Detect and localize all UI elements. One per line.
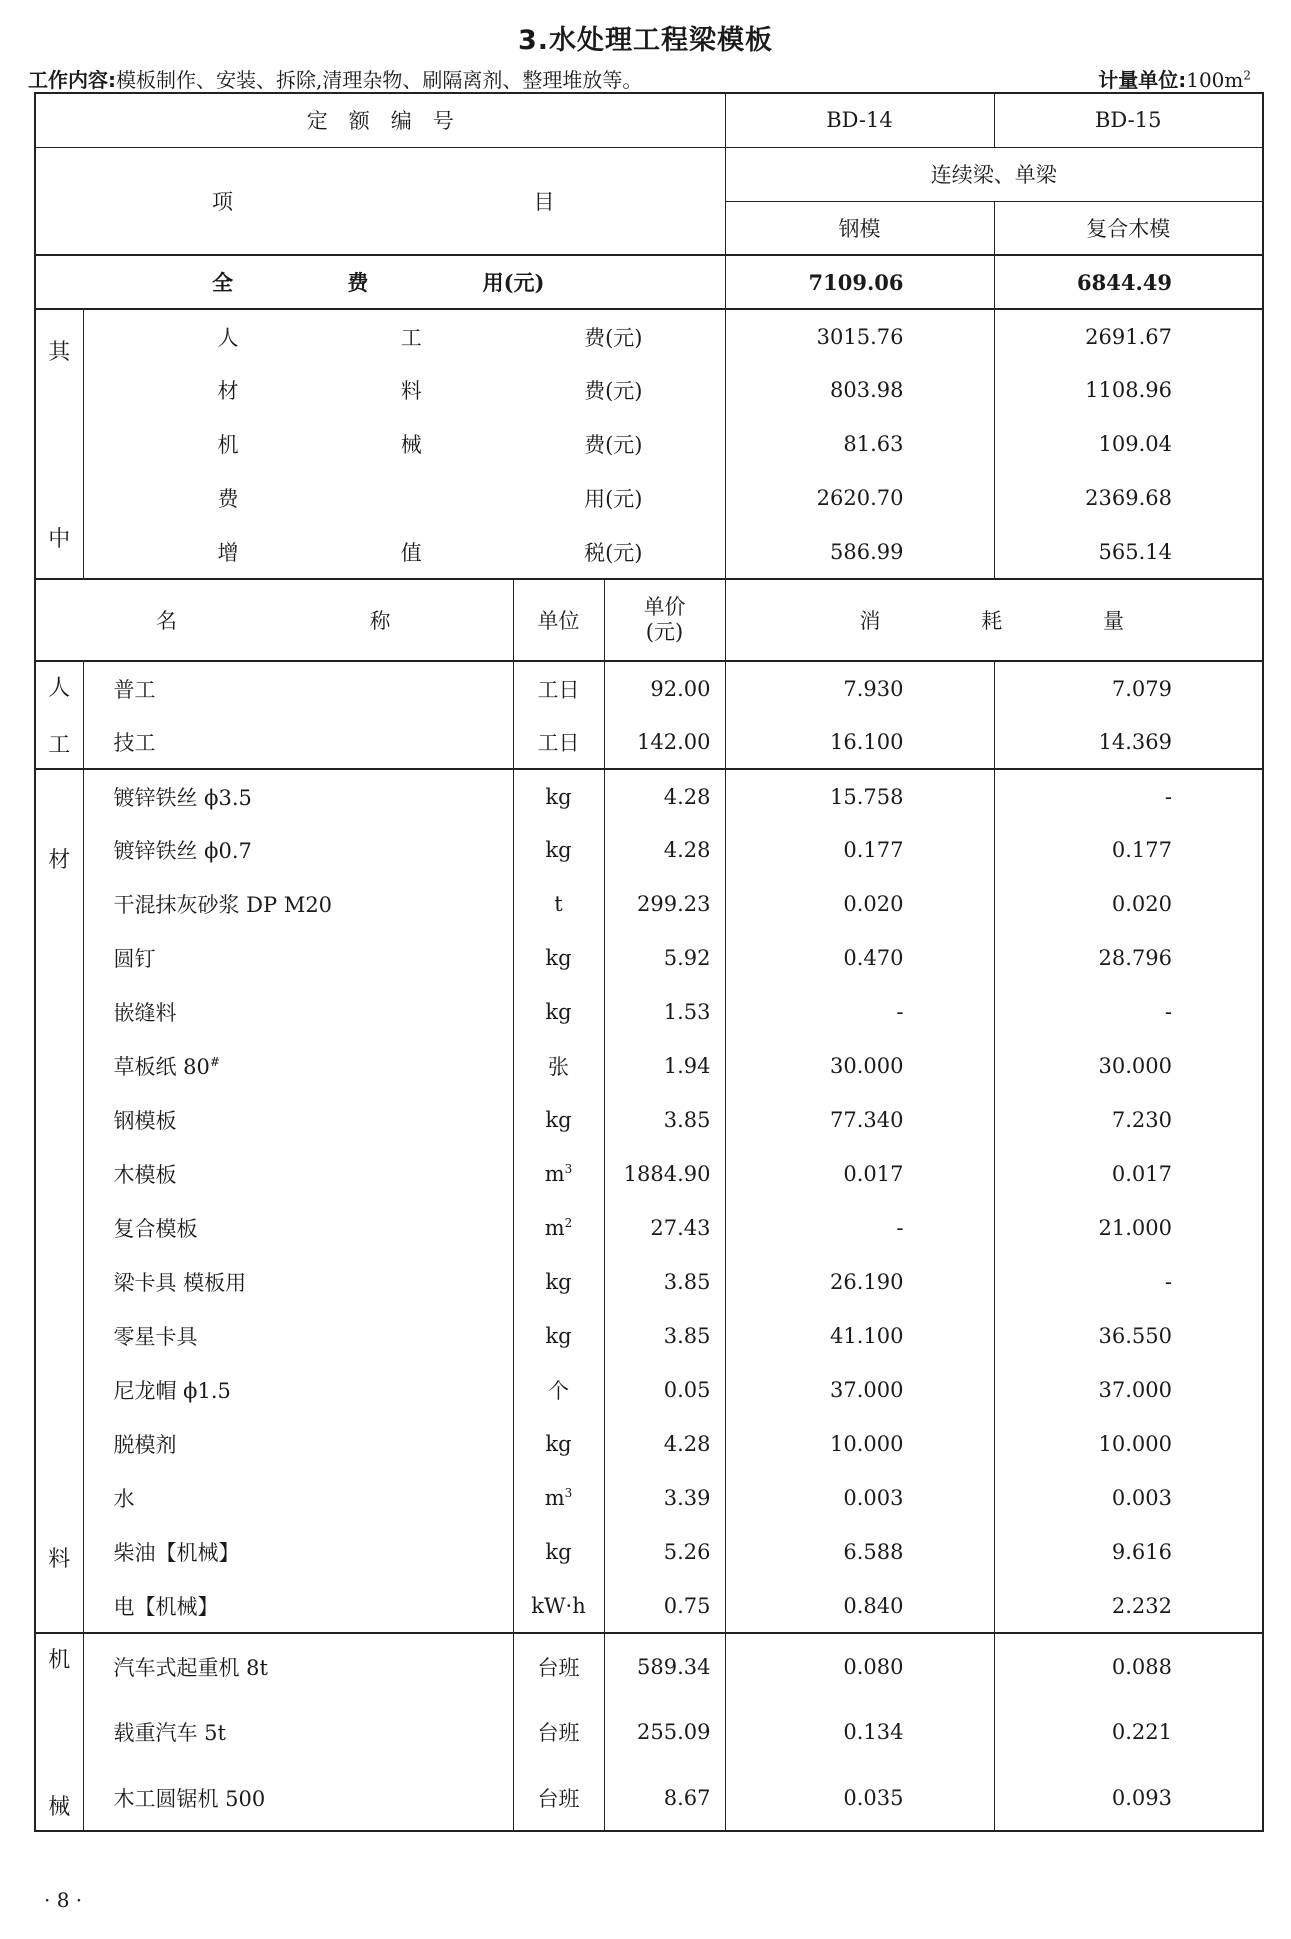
total-row xyxy=(35,255,1263,309)
material-item-name xyxy=(83,1579,513,1633)
material-item-value-2: 21.000 xyxy=(994,1201,1263,1255)
material-item-price: 4.28 xyxy=(604,1417,725,1471)
breakdown-side-label xyxy=(35,309,83,579)
work-content xyxy=(28,64,642,93)
labor-item-value-1: 16.100 xyxy=(725,715,994,769)
machine-item-value-2: 0.093 xyxy=(994,1765,1263,1831)
column-header-name xyxy=(35,579,513,661)
material-item-name xyxy=(83,1525,513,1579)
material-item-price: 3.85 xyxy=(604,1309,725,1363)
labor-item-value-2: 14.369 xyxy=(994,715,1263,769)
item-label-cell xyxy=(35,147,725,255)
material-item-price: 4.28 xyxy=(604,823,725,877)
material-item-unit-sup: 3 xyxy=(564,1486,573,1500)
material-item-name-text: 水 xyxy=(113,1487,135,1511)
breakdown-label xyxy=(83,417,725,471)
material-row xyxy=(35,1093,1263,1147)
breakdown-label-part: 税(元) xyxy=(584,540,643,565)
material-row xyxy=(35,1579,1263,1633)
material-item-unit xyxy=(513,1579,604,1633)
machine-item-unit-text: 台班 xyxy=(537,1655,580,1680)
material-item-unit-text: m xyxy=(544,1162,565,1186)
breakdown-row xyxy=(35,471,1263,525)
material-item-price: 1.94 xyxy=(604,1039,725,1093)
labor-item-unit xyxy=(513,715,604,769)
material-item-unit xyxy=(513,1255,604,1309)
labor-item-name xyxy=(83,715,513,769)
material-row xyxy=(35,877,1263,931)
material-side-label xyxy=(35,769,83,1633)
machine-item-name-text: 载重汽车 5t xyxy=(113,1721,226,1745)
material-row xyxy=(35,1201,1263,1255)
total-label-part-2: 费 xyxy=(347,270,369,295)
machine-item-unit-text: 台班 xyxy=(537,1786,580,1811)
breakdown-value-1: 803.98 xyxy=(725,363,994,417)
material-item-unit xyxy=(513,769,604,823)
material-item-name xyxy=(83,1255,513,1309)
material-row xyxy=(35,1255,1263,1309)
material-item-name-text: 草板纸 80 xyxy=(113,1055,210,1079)
machine-item-value-2: 0.088 xyxy=(994,1633,1263,1699)
breakdown-value-2: 565.14 xyxy=(994,525,1263,579)
material-item-name xyxy=(83,1417,513,1471)
breakdown-label xyxy=(83,471,725,525)
total-value-2: 6844.49 xyxy=(994,255,1263,309)
material-item-price: 1884.90 xyxy=(604,1147,725,1201)
material-item-unit xyxy=(513,877,604,931)
labor-row xyxy=(35,715,1263,769)
material-item-unit xyxy=(513,1309,604,1363)
material-item-value-1: 0.177 xyxy=(725,823,994,877)
machine-row xyxy=(35,1633,1263,1699)
material-item-unit xyxy=(513,931,604,985)
labor-item-unit xyxy=(513,661,604,715)
material-item-name xyxy=(83,931,513,985)
material-item-name xyxy=(83,1093,513,1147)
material-item-unit-sup: 3 xyxy=(564,1162,573,1176)
material-item-unit-text: m xyxy=(544,1216,565,1240)
quota-table xyxy=(34,92,1264,1832)
material-item-name-text: 钢模板 xyxy=(113,1109,177,1133)
material-item-value-2: 0.017 xyxy=(994,1147,1263,1201)
material-item-unit xyxy=(513,1471,604,1525)
machine-item-price: 8.67 xyxy=(604,1765,725,1831)
material-item-name-text: 木模板 xyxy=(113,1163,177,1187)
material-item-name-text: 梁卡具 模板用 xyxy=(113,1271,247,1295)
total-label xyxy=(35,255,725,309)
material-item-price: 3.39 xyxy=(604,1471,725,1525)
breakdown-row xyxy=(35,363,1263,417)
material-item-unit-text: t xyxy=(554,892,563,916)
labor-side-label-char: 工 xyxy=(48,733,71,758)
column-header-unit: 单位 xyxy=(513,579,604,661)
machine-side-label-char: 机 xyxy=(48,1648,71,1673)
material-item-value-2: 0.020 xyxy=(994,877,1263,931)
total-label-part-3: 用(元) xyxy=(482,270,545,295)
breakdown-value-2: 1108.96 xyxy=(994,363,1263,417)
column-header-price-line1: 单价 xyxy=(643,595,686,619)
material-item-name xyxy=(83,1471,513,1525)
item-group-row xyxy=(35,147,1263,201)
material-item-name xyxy=(83,985,513,1039)
column-header-name-right: 称 xyxy=(369,609,391,633)
breakdown-value-2: 2691.67 xyxy=(994,309,1263,363)
material-item-value-1: 0.017 xyxy=(725,1147,994,1201)
material-item-value-2: - xyxy=(994,985,1263,1039)
breakdown-label-part: 费(元) xyxy=(584,325,643,350)
material-item-unit-text: m xyxy=(544,1486,565,1510)
material-item-name xyxy=(83,1363,513,1417)
breakdown-label-part: 值 xyxy=(400,540,422,565)
material-item-value-2: 36.550 xyxy=(994,1309,1263,1363)
machine-item-name-text: 汽车式起重机 8t xyxy=(113,1655,268,1680)
material-item-name-text: 复合模板 xyxy=(113,1217,198,1241)
material-item-price: 3.85 xyxy=(604,1255,725,1309)
material-item-unit xyxy=(513,1201,604,1255)
material-item-unit xyxy=(513,1093,604,1147)
machine-item-value-1: 0.134 xyxy=(725,1699,994,1765)
labor-side-label xyxy=(35,661,83,769)
breakdown-label xyxy=(83,363,725,417)
page-title: 3.水处理工程梁模板 xyxy=(517,25,774,56)
material-item-name-text: 尼龙帽 ϕ1.5 xyxy=(113,1379,231,1403)
material-item-value-1: 37.000 xyxy=(725,1363,994,1417)
material-item-unit-text: kg xyxy=(545,1324,572,1348)
material-item-unit xyxy=(513,1525,604,1579)
material-item-name xyxy=(83,1201,513,1255)
material-item-value-2: 0.003 xyxy=(994,1471,1263,1525)
breakdown-label-part: 料 xyxy=(400,379,422,403)
machine-item-price: 255.09 xyxy=(604,1699,725,1765)
breakdown-label-part: 工 xyxy=(400,325,422,350)
labor-row xyxy=(35,661,1263,715)
labor-item-name-text: 技工 xyxy=(113,730,156,755)
column-header-price xyxy=(604,579,725,661)
material-item-unit-text: kW·h xyxy=(531,1593,586,1618)
material-item-value-2: 2.232 xyxy=(994,1579,1263,1633)
column-header-consume xyxy=(725,579,1263,661)
material-item-unit-text: kg xyxy=(545,1000,572,1024)
machine-side-label-char: 械 xyxy=(48,1795,71,1820)
breakdown-side-top: 其 xyxy=(48,340,71,365)
labor-item-price: 142.00 xyxy=(604,715,725,769)
material-item-name-text: 脱模剂 xyxy=(113,1433,177,1457)
breakdown-value-2: 2369.68 xyxy=(994,471,1263,525)
material-item-name-text: 零星卡具 xyxy=(113,1325,198,1349)
material-item-name-sup: # xyxy=(209,1055,220,1069)
machine-item-unit xyxy=(513,1765,604,1831)
machine-row xyxy=(35,1699,1263,1765)
material-item-unit xyxy=(513,823,604,877)
material-item-unit-text: kg xyxy=(545,1540,572,1564)
machine-item-value-2: 0.221 xyxy=(994,1699,1263,1765)
machine-item-value-1: 0.035 xyxy=(725,1765,994,1831)
material-item-value-1: 0.470 xyxy=(725,931,994,985)
breakdown-value-1: 2620.70 xyxy=(725,471,994,525)
labor-item-name-text: 普工 xyxy=(113,677,156,702)
material-item-name-text: 圆钉 xyxy=(113,947,156,971)
material-item-value-2: 10.000 xyxy=(994,1417,1263,1471)
breakdown-label-part: 费 xyxy=(217,487,239,511)
material-item-value-2: 7.230 xyxy=(994,1093,1263,1147)
breakdown-value-2: 109.04 xyxy=(994,417,1263,471)
material-item-unit-text: kg xyxy=(545,784,572,809)
material-item-value-2: 0.177 xyxy=(994,823,1263,877)
total-label-part-1: 全 xyxy=(212,270,233,295)
labor-item-value-1: 7.930 xyxy=(725,661,994,715)
item-type-2: 复合木模 xyxy=(994,201,1263,255)
material-item-price: 5.92 xyxy=(604,931,725,985)
measure-unit xyxy=(1098,64,1251,93)
labor-item-unit-text: 工日 xyxy=(537,730,580,755)
material-row xyxy=(35,769,1263,823)
machine-item-name xyxy=(83,1765,513,1831)
measure-unit-value: 100m xyxy=(1186,68,1244,92)
material-item-value-1: 77.340 xyxy=(725,1093,994,1147)
material-row xyxy=(35,1471,1263,1525)
work-content-label: 工作内容: xyxy=(28,68,116,92)
material-item-name-text: 镀锌铁丝 ϕ3.5 xyxy=(113,785,252,810)
material-item-name-text: 镀锌铁丝 ϕ0.7 xyxy=(113,839,252,863)
breakdown-label xyxy=(83,309,725,363)
machine-item-name xyxy=(83,1699,513,1765)
column-header-consume-part: 消 xyxy=(859,609,881,633)
machine-item-unit-text: 台班 xyxy=(537,1721,580,1745)
total-value-1: 7109.06 xyxy=(725,255,994,309)
material-row xyxy=(35,931,1263,985)
breakdown-row xyxy=(35,309,1263,363)
material-item-name xyxy=(83,1309,513,1363)
material-side-label-char: 料 xyxy=(48,1547,71,1572)
material-item-name-text: 嵌缝料 xyxy=(113,1001,177,1025)
material-side-label-char: 材 xyxy=(48,848,71,873)
material-item-unit xyxy=(513,985,604,1039)
material-item-value-1: 0.003 xyxy=(725,1471,994,1525)
measure-unit-sup: 2 xyxy=(1243,68,1251,83)
machine-row xyxy=(35,1765,1263,1831)
machine-item-unit xyxy=(513,1699,604,1765)
labor-item-unit-text: 工日 xyxy=(537,677,580,702)
material-row xyxy=(35,985,1263,1039)
material-item-value-2: 37.000 xyxy=(994,1363,1263,1417)
material-item-unit-text: 个 xyxy=(548,1379,569,1403)
material-item-value-1: 41.100 xyxy=(725,1309,994,1363)
item-group: 连续梁、单梁 xyxy=(725,147,1263,201)
material-item-value-1: 10.000 xyxy=(725,1417,994,1471)
material-item-value-2: 28.796 xyxy=(994,931,1263,985)
breakdown-label-part: 用(元) xyxy=(584,487,643,511)
breakdown-label-part: 机 xyxy=(217,433,239,457)
material-item-price: 27.43 xyxy=(604,1201,725,1255)
breakdown-label-part: 费(元) xyxy=(584,379,643,403)
item-label-left: 项 xyxy=(212,189,233,214)
column-header-consume-part: 耗 xyxy=(981,609,1003,633)
quota-code-label: 定 额 编 号 xyxy=(35,93,725,147)
material-row xyxy=(35,1525,1263,1579)
column-header-consume-part: 量 xyxy=(1103,609,1124,633)
material-item-name-text: 柴油【机械】 xyxy=(113,1541,240,1565)
material-row xyxy=(35,1417,1263,1471)
machine-side-label xyxy=(35,1633,83,1831)
item-type-1: 钢模 xyxy=(725,201,994,255)
material-item-name xyxy=(83,877,513,931)
measure-unit-label: 计量单位: xyxy=(1098,68,1187,92)
quota-code-1: BD-14 xyxy=(725,93,994,147)
material-item-value-1: 6.588 xyxy=(725,1525,994,1579)
material-item-unit-text: kg xyxy=(545,1432,572,1456)
item-label-right: 目 xyxy=(533,189,555,214)
material-item-price: 0.05 xyxy=(604,1363,725,1417)
column-header-price-line2: (元) xyxy=(645,620,684,644)
labor-item-value-2: 7.079 xyxy=(994,661,1263,715)
machine-item-price: 589.34 xyxy=(604,1633,725,1699)
breakdown-row xyxy=(35,417,1263,471)
material-item-value-1: 30.000 xyxy=(725,1039,994,1093)
material-item-name xyxy=(83,823,513,877)
labor-item-price: 92.00 xyxy=(604,661,725,715)
column-header-row xyxy=(35,579,1263,661)
breakdown-side-bottom: 中 xyxy=(48,527,71,552)
material-item-unit xyxy=(513,1147,604,1201)
material-item-name xyxy=(83,1147,513,1201)
breakdown-value-1: 81.63 xyxy=(725,417,994,471)
material-row xyxy=(35,1363,1263,1417)
material-item-unit xyxy=(513,1363,604,1417)
breakdown-label-part: 人 xyxy=(217,325,239,350)
material-item-unit-text: kg xyxy=(545,1270,572,1294)
material-row xyxy=(35,1147,1263,1201)
material-item-price: 4.28 xyxy=(604,769,725,823)
material-item-value-1: 15.758 xyxy=(725,769,994,823)
breakdown-label-part: 增 xyxy=(217,540,239,565)
breakdown-label xyxy=(83,525,725,579)
machine-item-value-1: 0.080 xyxy=(725,1633,994,1699)
material-item-unit-sup: 2 xyxy=(564,1216,573,1230)
quota-code-2: BD-15 xyxy=(994,93,1263,147)
breakdown-value-1: 586.99 xyxy=(725,525,994,579)
machine-item-unit xyxy=(513,1633,604,1699)
material-item-value-1: 26.190 xyxy=(725,1255,994,1309)
labor-item-name xyxy=(83,661,513,715)
material-item-unit-text: kg xyxy=(545,946,572,970)
material-item-value-2: - xyxy=(994,769,1263,823)
breakdown-label-part: 械 xyxy=(400,433,422,457)
material-item-price: 3.85 xyxy=(604,1093,725,1147)
material-item-name xyxy=(83,1039,513,1093)
material-item-value-1: 0.020 xyxy=(725,877,994,931)
material-item-price: 5.26 xyxy=(604,1525,725,1579)
material-row xyxy=(35,1039,1263,1093)
labor-side-label-char: 人 xyxy=(48,676,71,701)
material-item-price: 0.75 xyxy=(604,1579,725,1633)
material-item-name-text: 干混抹灰砂浆 DP M20 xyxy=(113,893,333,917)
breakdown-label-part: 材 xyxy=(217,379,239,403)
material-item-value-1: 0.840 xyxy=(725,1579,994,1633)
material-item-value-2: - xyxy=(994,1255,1263,1309)
material-item-price: 1.53 xyxy=(604,985,725,1039)
work-content-text: 模板制作、安装、拆除,清理杂物、刷隔离剂、整理堆放等。 xyxy=(116,68,643,92)
material-item-unit-text: kg xyxy=(545,838,572,862)
breakdown-row xyxy=(35,525,1263,579)
material-item-value-1: - xyxy=(725,1201,994,1255)
material-item-value-2: 9.616 xyxy=(994,1525,1263,1579)
quota-code-row xyxy=(35,93,1263,147)
material-item-value-1: - xyxy=(725,985,994,1039)
material-item-name-text: 电【机械】 xyxy=(113,1594,219,1619)
material-item-unit-text: 张 xyxy=(548,1055,569,1079)
material-row xyxy=(35,1309,1263,1363)
material-item-price: 299.23 xyxy=(604,877,725,931)
column-header-name-left: 名 xyxy=(156,609,177,633)
material-item-unit xyxy=(513,1417,604,1471)
material-item-unit-text: kg xyxy=(545,1108,572,1132)
machine-item-name xyxy=(83,1633,513,1699)
page-number: · 8 · xyxy=(44,1888,83,1912)
material-item-name xyxy=(83,769,513,823)
breakdown-value-1: 3015.76 xyxy=(725,309,994,363)
breakdown-label-part: 费(元) xyxy=(584,433,643,457)
machine-item-name-text: 木工圆锯机 500 xyxy=(113,1786,266,1811)
material-item-unit xyxy=(513,1039,604,1093)
material-item-value-2: 30.000 xyxy=(994,1039,1263,1093)
material-row xyxy=(35,823,1263,877)
